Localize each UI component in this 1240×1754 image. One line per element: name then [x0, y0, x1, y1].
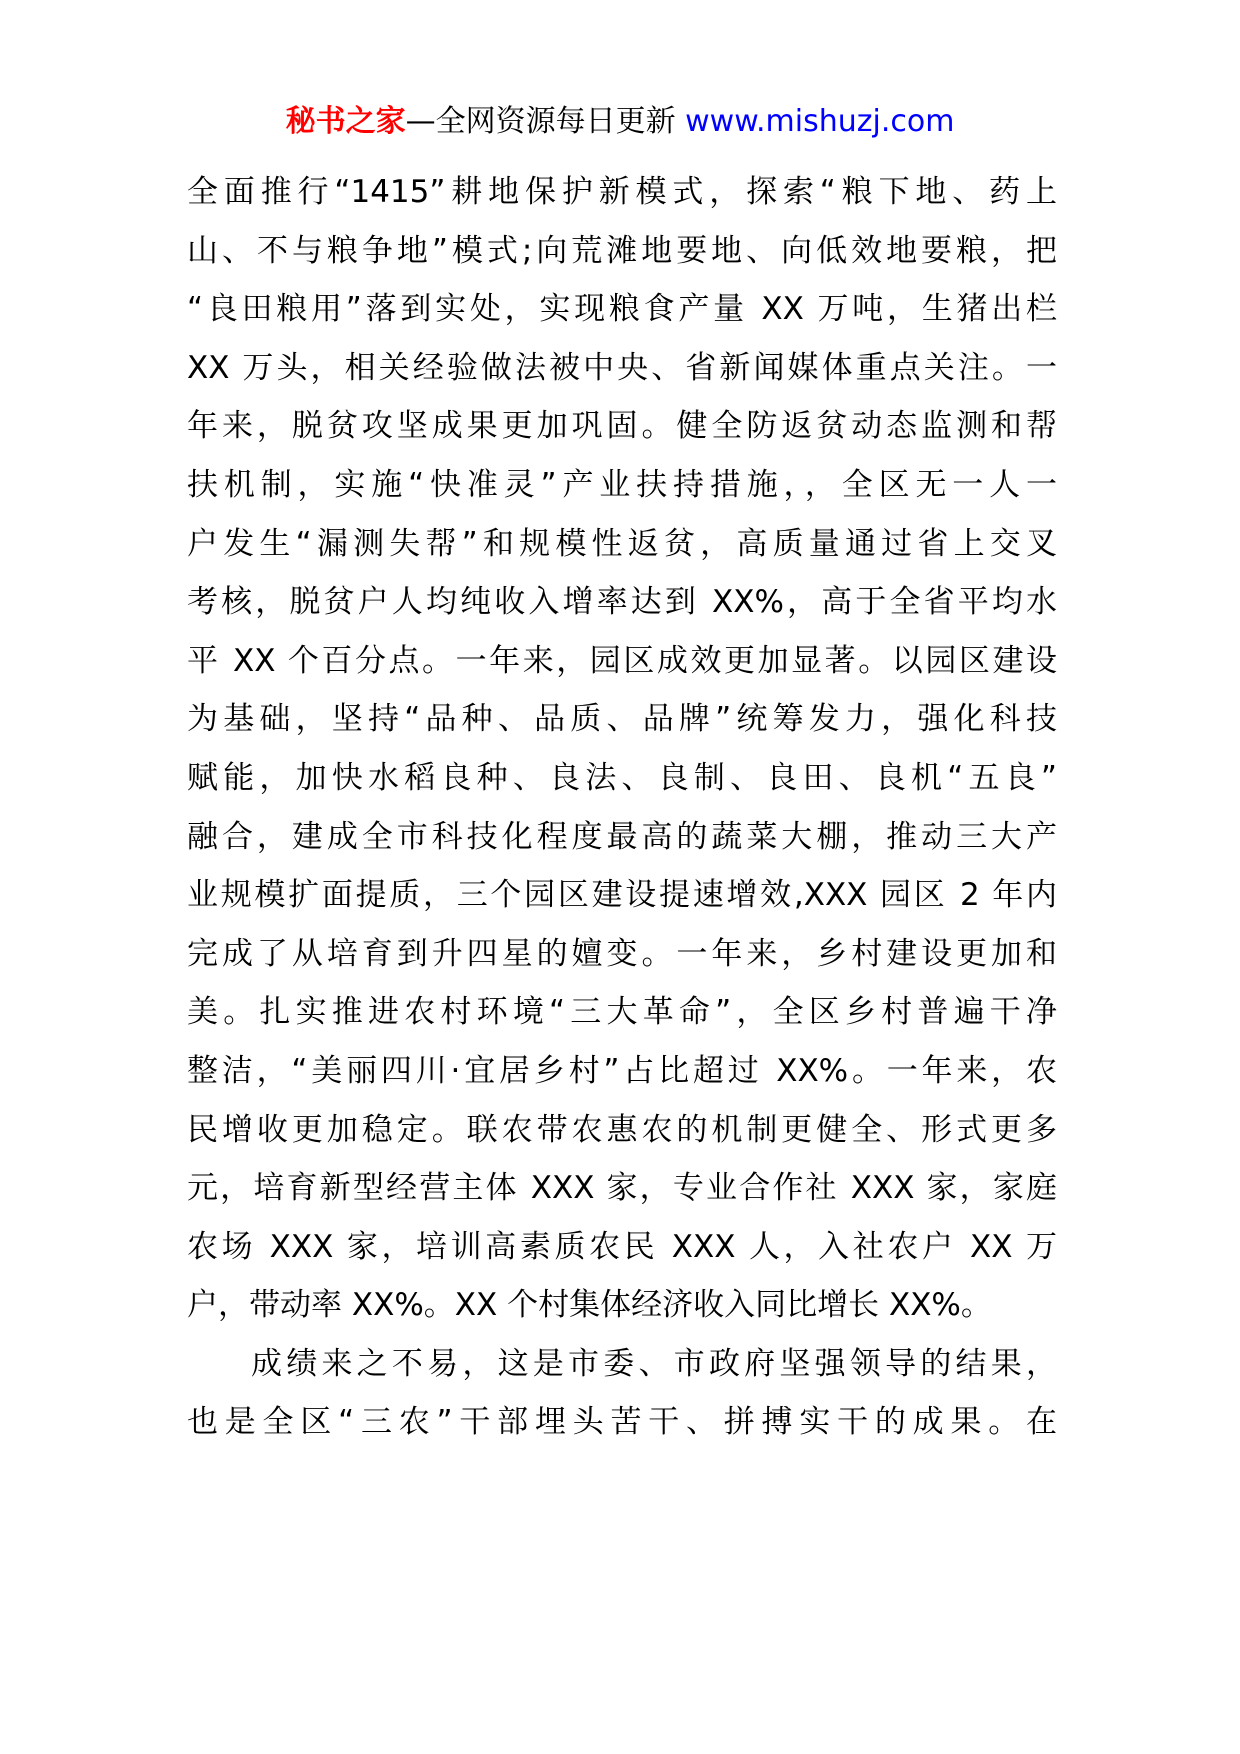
text-line: 山、不与粮争地”模式;向荒滩地要地、向低效地要粮，把 — [187, 232, 1057, 269]
text-line: 元，培育新型经营主体 XXX 家，专业合作社 XXX 家，家庭 — [187, 1170, 1057, 1207]
text-line: 平 XX 个百分点。一年来，园区成效更加显著。以园区建设 — [187, 642, 1057, 679]
text-line: 民增收更加稳定。联农带农惠农的机制更健全、形式更多 — [187, 1111, 1057, 1148]
text-line: 完成了从培育到升四星的嬗变。一年来，乡村建设更加和 — [187, 935, 1057, 972]
text-line: 业规模扩面提质，三个园区建设提速增效,XXX 园区 2 年内 — [187, 877, 1057, 914]
text-line: 美。扎实推进农村环境“三大革命”，全区乡村普遍干净 — [187, 994, 1057, 1031]
text-line: 户发生“漏测失帮”和规模性返贫，高质量通过省上交叉 — [187, 525, 1057, 562]
site-url-link[interactable]: www.mishuzj.com — [685, 104, 955, 139]
brand-name: 秘书之家 — [285, 104, 406, 139]
document-body — [187, 163, 1057, 1452]
text-line: 整洁，“美丽四川·宜居乡村”占比超过 XX%。一年来，农 — [187, 1052, 1057, 1089]
text-line: 全面推行“1415”耕地保护新模式，探索“粮下地、药上 — [187, 174, 1057, 210]
paragraph-first-line: 成绩来之不易，这是市委、市政府坚强领导的结果， — [251, 1345, 1057, 1382]
text-line: 年来，脱贫攻坚成果更加巩固。健全防返贫动态监测和帮 — [187, 408, 1057, 445]
text-line: 考核，脱贫户人均纯收入增率达到 XX%，高于全省平均水 — [187, 584, 1057, 621]
text-line: 融合，建成全市科技化程度最高的蔬菜大棚，推动三大产 — [187, 818, 1057, 855]
text-line: 为基础，坚持“品种、品质、品牌”统筹发力，强化科技 — [187, 701, 1057, 738]
text-line: 赋能，加快水稻良种、良法、良制、良田、良机“五良” — [187, 759, 1057, 796]
text-line: 扶机制，实施“快准灵”产业扶持措施，，全区无一人一 — [187, 466, 1057, 503]
text-line: “良田粮用”落到实处，实现粮食产量 XX 万吨，生猪出栏 — [187, 291, 1057, 328]
text-line: 也是全区“三农”干部埋头苦干、拼搏实干的成果。在 — [187, 1404, 1057, 1441]
header-tagline: —全网资源每日更新 — [405, 104, 686, 139]
text-line: 农场 XXX 家，培训高素质农民 XXX 人，入社农户 XX 万 — [187, 1228, 1057, 1265]
site-header — [0, 100, 1240, 144]
text-line: XX 万头，相关经验做法被中央、省新闻媒体重点关注。一 — [187, 349, 1057, 386]
paragraph-end-line: 户，带动率 XX%。XX 个村集体经济收入同比增长 XX%。 — [187, 1287, 992, 1324]
